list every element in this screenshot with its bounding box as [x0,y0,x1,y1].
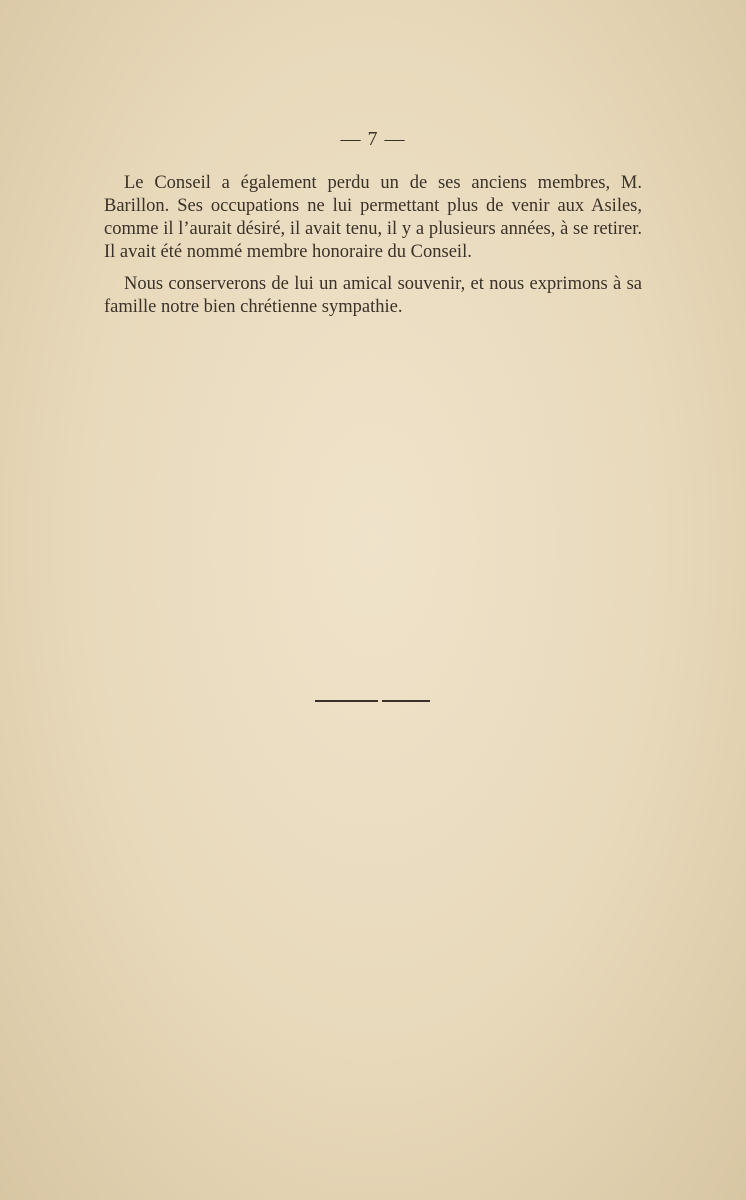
end-rule-right [382,700,430,702]
page-number: — 7 — [340,128,406,150]
body-text [104,172,642,319]
paragraph-souvenir: Nous conserverons de lui un amical souvenir, et nous exprimons à sa famille notre bien chrétienne sympathie. [104,274,642,317]
paragraph-conseil: Le Conseil a également perdu un de ses anciens membres, M. Barillon. Ses occupations ne lui permettant plus de venir aux Asiles, comme il l’aurait désiré, il avait tenu, il y a plusieurs années, à se retirer. Il avait été nommé membre honoraire du Conseil. [104,173,642,262]
end-rule-left [315,700,378,702]
end-rule [315,700,430,701]
